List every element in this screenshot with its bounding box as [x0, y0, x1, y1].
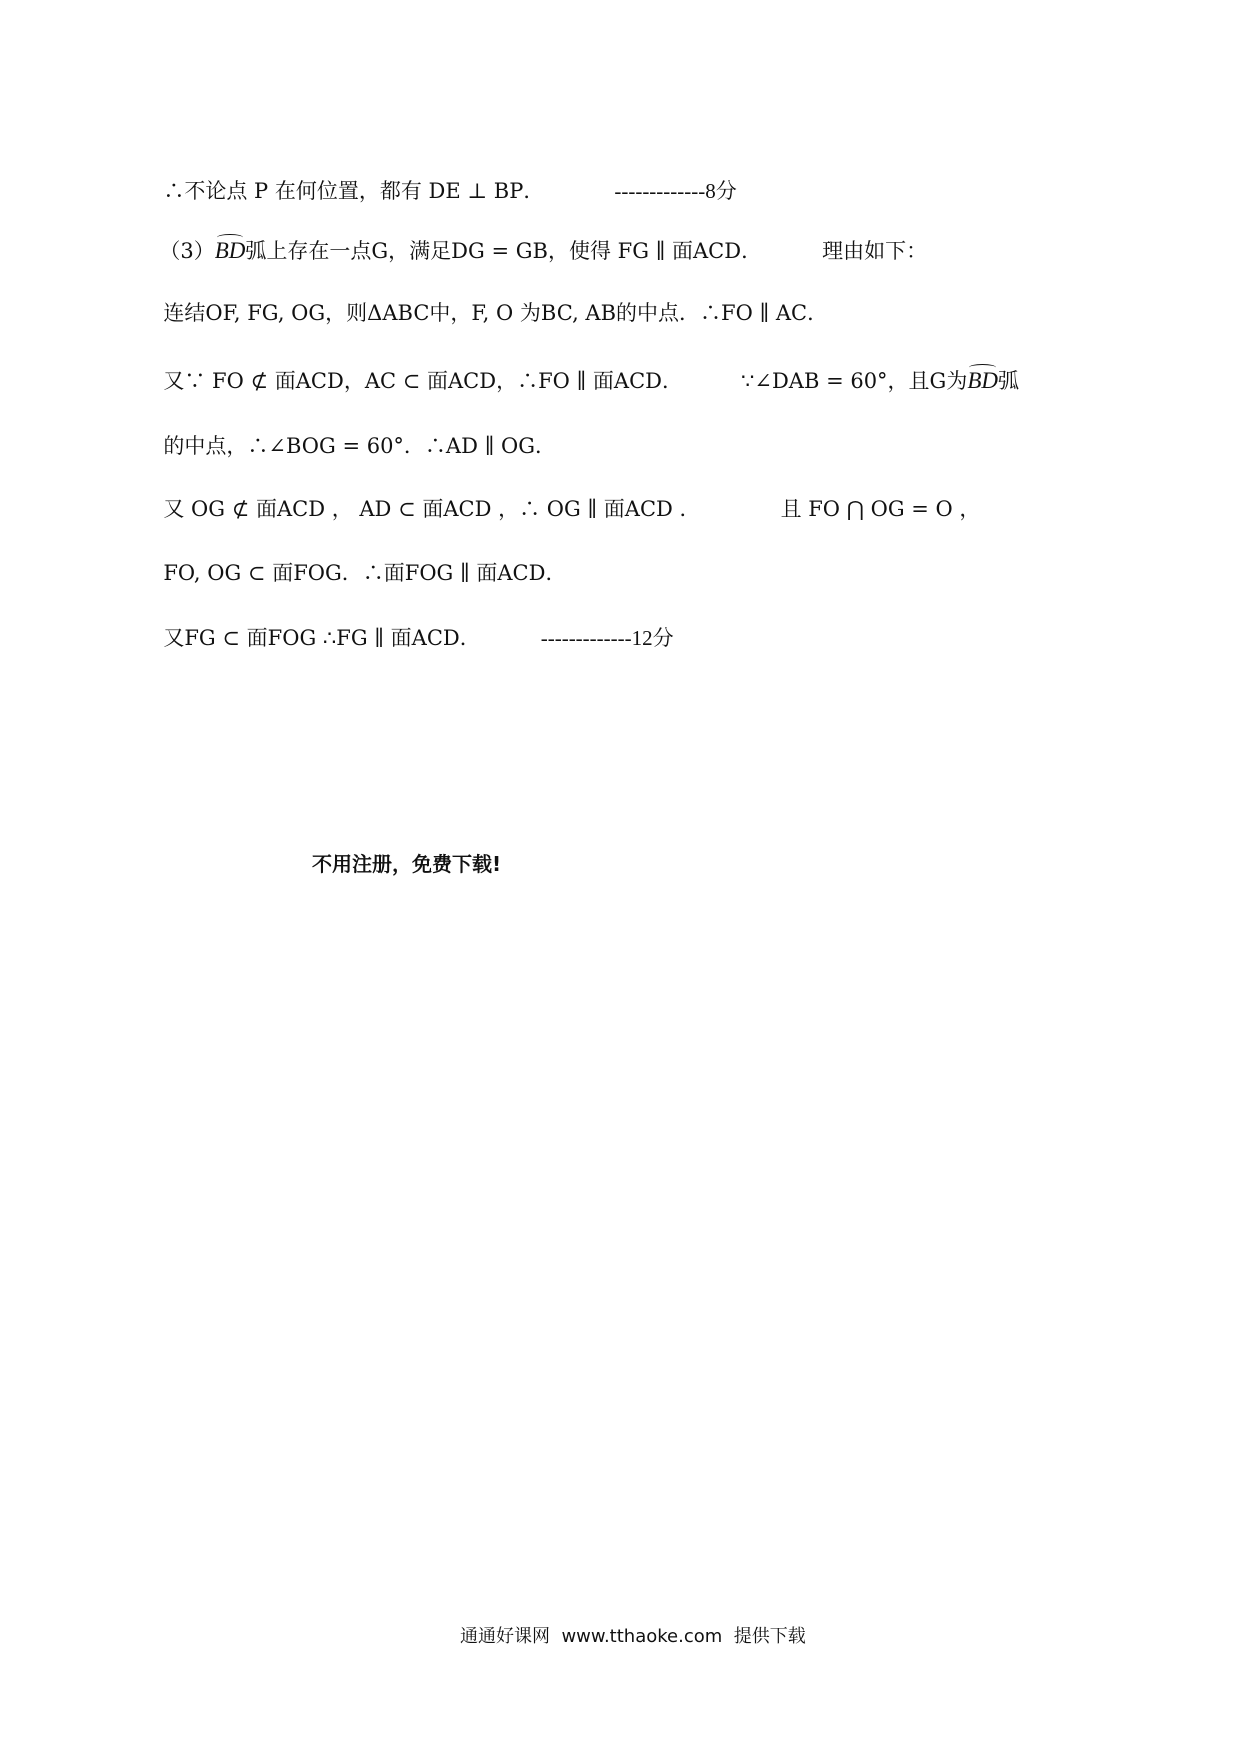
proof-line-5 [150, 415, 556, 457]
proof-line-8 [150, 607, 674, 649]
arc-bd: BD [214, 238, 246, 263]
proof-line-1 [150, 160, 737, 202]
line-text: ∴不论点 P 在何位置，都有 DE ⊥ BP． [163, 179, 545, 203]
proof-line-7 [150, 542, 566, 584]
line-text: 又FG ⊂ 面FOG ∴FG ∥ 面ACD． [163, 626, 481, 650]
download-note: 不用注册，免费下载! [312, 852, 502, 876]
line-text: 弧上存在一点G，满足DG = GB，使得 FG ∥ 面ACD． [245, 239, 763, 263]
score-marker: -------------8分 [614, 179, 737, 203]
proof-line-2 [146, 218, 927, 262]
part-number: （3） [159, 239, 215, 263]
proof-line-4 [150, 348, 1019, 392]
proof-line-3 [150, 282, 828, 324]
proof-line-6 [150, 478, 980, 520]
line-text: 的中点，∴∠BOG = 60°．∴AD ∥ OG． [163, 434, 556, 458]
reason-label: 理由如下： [822, 239, 928, 263]
line-text-2: 且 FO ⋂ OG = O ， [780, 497, 981, 521]
line-text-2: ∵∠DAB = 60°，且G为 [741, 369, 968, 393]
line-text: 又∵ FO ⊄ 面ACD，AC ⊂ 面ACD，∴FO ∥ 面ACD． [163, 369, 683, 393]
score-marker: -------------12分 [540, 626, 674, 650]
line-text: 连结OF, FG, OG，则ΔABC中，F, O 为BC, AB的中点．∴FO ∥ AC． [163, 301, 829, 325]
line-text: 又 OG ⊄ 面ACD ， AD ⊂ 面ACD ，∴ OG ∥ 面ACD ． [163, 497, 701, 521]
line-text: FO, OG ⊂ 面FOG．∴面FOG ∥ 面ACD． [163, 561, 567, 585]
line-tail: 弧 [998, 369, 1020, 393]
page-footer: 通通好课网 www.tthaoke.com 提供下载 [460, 1626, 806, 1647]
arc-bd-2: BD [967, 368, 999, 393]
